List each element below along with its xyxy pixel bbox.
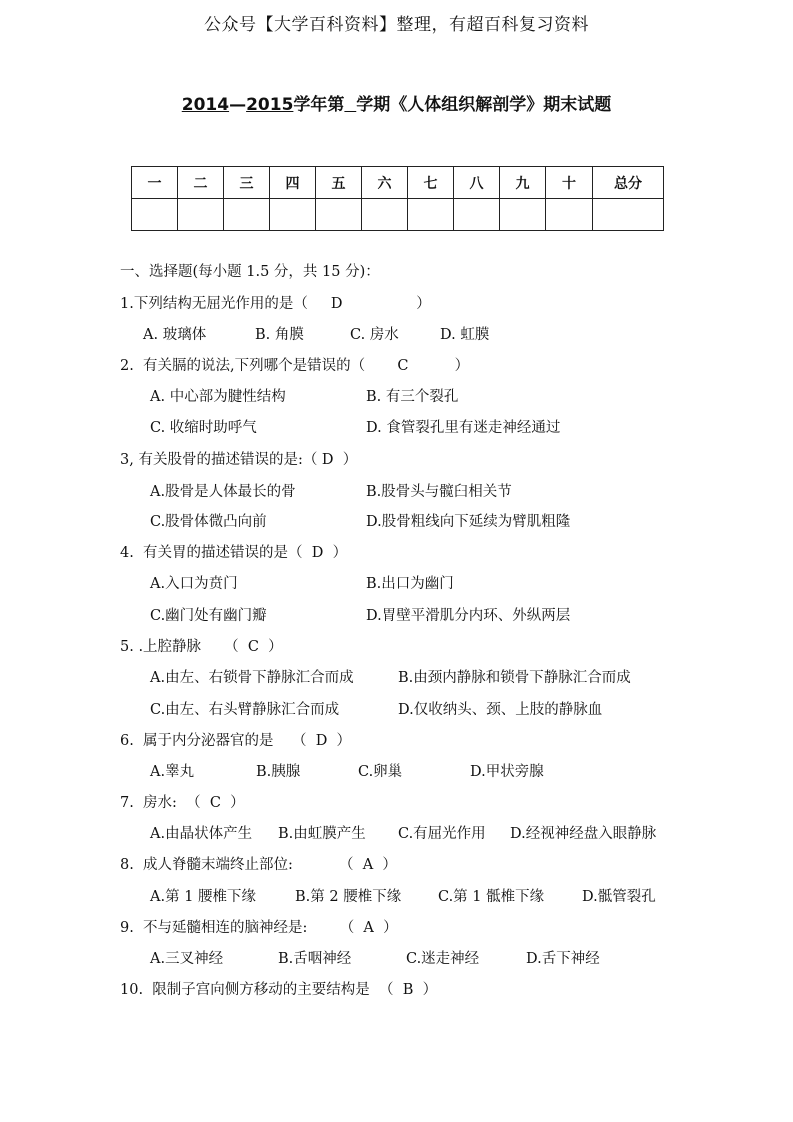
question-option: C. 房水 (350, 327, 399, 343)
question-option: C.幽门处有幽门瓣 (150, 608, 267, 624)
score-table (131, 166, 664, 231)
question-stem: 8. 成人脊髓末端终止部位: （ A ） (120, 857, 397, 873)
score-cell[interactable] (454, 199, 500, 231)
question-option: C.有屈光作用 (398, 826, 486, 842)
question-option: B.出口为幽门 (366, 576, 454, 592)
question-option: B.股骨头与髋臼相关节 (366, 484, 512, 500)
question-stem: 9. 不与延髓相连的脑神经是: （ A ） (120, 920, 398, 936)
question-option: C. 收缩时助呼气 (150, 420, 257, 436)
question-option: A.由左、右锁骨下静脉汇合而成 (150, 670, 354, 686)
question-option: B. 角膜 (255, 327, 304, 343)
question-stem: 3, 有关股骨的描述错误的是:（ D ） (120, 452, 358, 468)
question-option: A.第 1 腰椎下缘 (150, 889, 257, 905)
score-header-cell: 五 (316, 167, 362, 199)
question-stem: 4. 有关胃的描述错误的是（ D ） (120, 545, 348, 561)
score-cell[interactable] (270, 199, 316, 231)
title-rest: 学期《人体组织解剖学》期末试题 (356, 95, 612, 115)
score-header-cell: 二 (178, 167, 224, 199)
question-option: B.舌咽神经 (278, 951, 352, 967)
score-cell[interactable] (224, 199, 270, 231)
score-cell[interactable] (178, 199, 224, 231)
question-option: A.入口为贲门 (150, 576, 238, 592)
page-header: 公众号【大学百科资料】整理，有超百科复习资料 (204, 15, 589, 35)
score-cell[interactable] (408, 199, 454, 231)
question-option: A.股骨是人体最长的骨 (150, 484, 296, 500)
question-stem: 10. 限制子宫向侧方移动的主要结构是 （ B ） (120, 982, 438, 998)
question-stem: 1.下列结构无屈光作用的是（ D ） (120, 296, 431, 312)
question-option: A.三叉神经 (150, 951, 224, 967)
question-option: C.由左、右头臂静脉汇合而成 (150, 702, 340, 718)
score-header-cell: 总分 (593, 167, 664, 199)
question-option: B.由颈内静脉和锁骨下静脉汇合而成 (398, 670, 631, 686)
score-header-row (132, 167, 664, 199)
score-header-cell: 一 (132, 167, 178, 199)
title-term-prefix: 学年第 (293, 95, 345, 115)
score-header-cell: 九 (500, 167, 546, 199)
question-option: D. 虹膜 (440, 327, 490, 343)
question-option: C.第 1 骶椎下缘 (438, 889, 545, 905)
section-heading: 一、选择题(每小题 1.5 分，共 15 分)： (120, 264, 380, 280)
score-header-cell: 八 (454, 167, 500, 199)
question-stem: 7. 房水: （ C ） (120, 795, 245, 811)
score-cell[interactable] (362, 199, 408, 231)
question-option: C.迷走神经 (406, 951, 480, 967)
question-option: B.第 2 腰椎下缘 (295, 889, 402, 905)
title-dash: — (229, 95, 247, 115)
question-stem: 6. 属于内分泌器官的是 （ D ） (120, 733, 352, 749)
question-option: D.舌下神经 (526, 951, 600, 967)
question-option: D.股骨粗线向下延续为臂肌粗隆 (366, 514, 571, 530)
question-option: D. 食管裂孔里有迷走神经通过 (366, 420, 561, 436)
question-option: A.睾丸 (150, 764, 195, 780)
question-option: A. 玻璃体 (143, 327, 207, 343)
score-header-cell: 六 (362, 167, 408, 199)
score-cell[interactable] (132, 199, 178, 231)
question-option: D.经视神经盘入眼静脉 (510, 826, 657, 842)
score-header-cell: 七 (408, 167, 454, 199)
score-header-cell: 三 (224, 167, 270, 199)
question-option: B. 有三个裂孔 (366, 389, 459, 405)
question-option: B.胰腺 (256, 764, 301, 780)
question-option: C.卵巢 (358, 764, 403, 780)
score-cell[interactable] (316, 199, 362, 231)
question-option: D.胃壁平滑肌分内环、外纵两层 (366, 608, 571, 624)
question-stem: 5. .上腔静脉 （ C ） (120, 639, 283, 655)
score-cell[interactable] (546, 199, 593, 231)
title-year-start: 2014 (181, 95, 230, 115)
score-header-cell: 四 (270, 167, 316, 199)
question-option: C.股骨体微凸向前 (150, 514, 267, 530)
question-option: D.甲状旁腺 (470, 764, 544, 780)
title-year-end: 2015 (246, 95, 294, 115)
question-option: D.骶管裂孔 (582, 889, 656, 905)
question-option: B.由虹膜产生 (278, 826, 366, 842)
score-cell[interactable] (500, 199, 546, 231)
score-header-cell: 十 (546, 167, 593, 199)
exam-title (0, 90, 793, 115)
title-term-blank (344, 95, 356, 115)
score-cell[interactable] (593, 199, 664, 231)
question-option: A. 中心部为腱性结构 (150, 389, 286, 405)
question-stem: 2. 有关膈的说法,下列哪个是错误的（ C ） (120, 358, 470, 374)
score-value-row (132, 199, 664, 231)
question-option: A.由晶状体产生 (150, 826, 253, 842)
question-option: D.仅收纳头、颈、上肢的静脉血 (398, 702, 603, 718)
